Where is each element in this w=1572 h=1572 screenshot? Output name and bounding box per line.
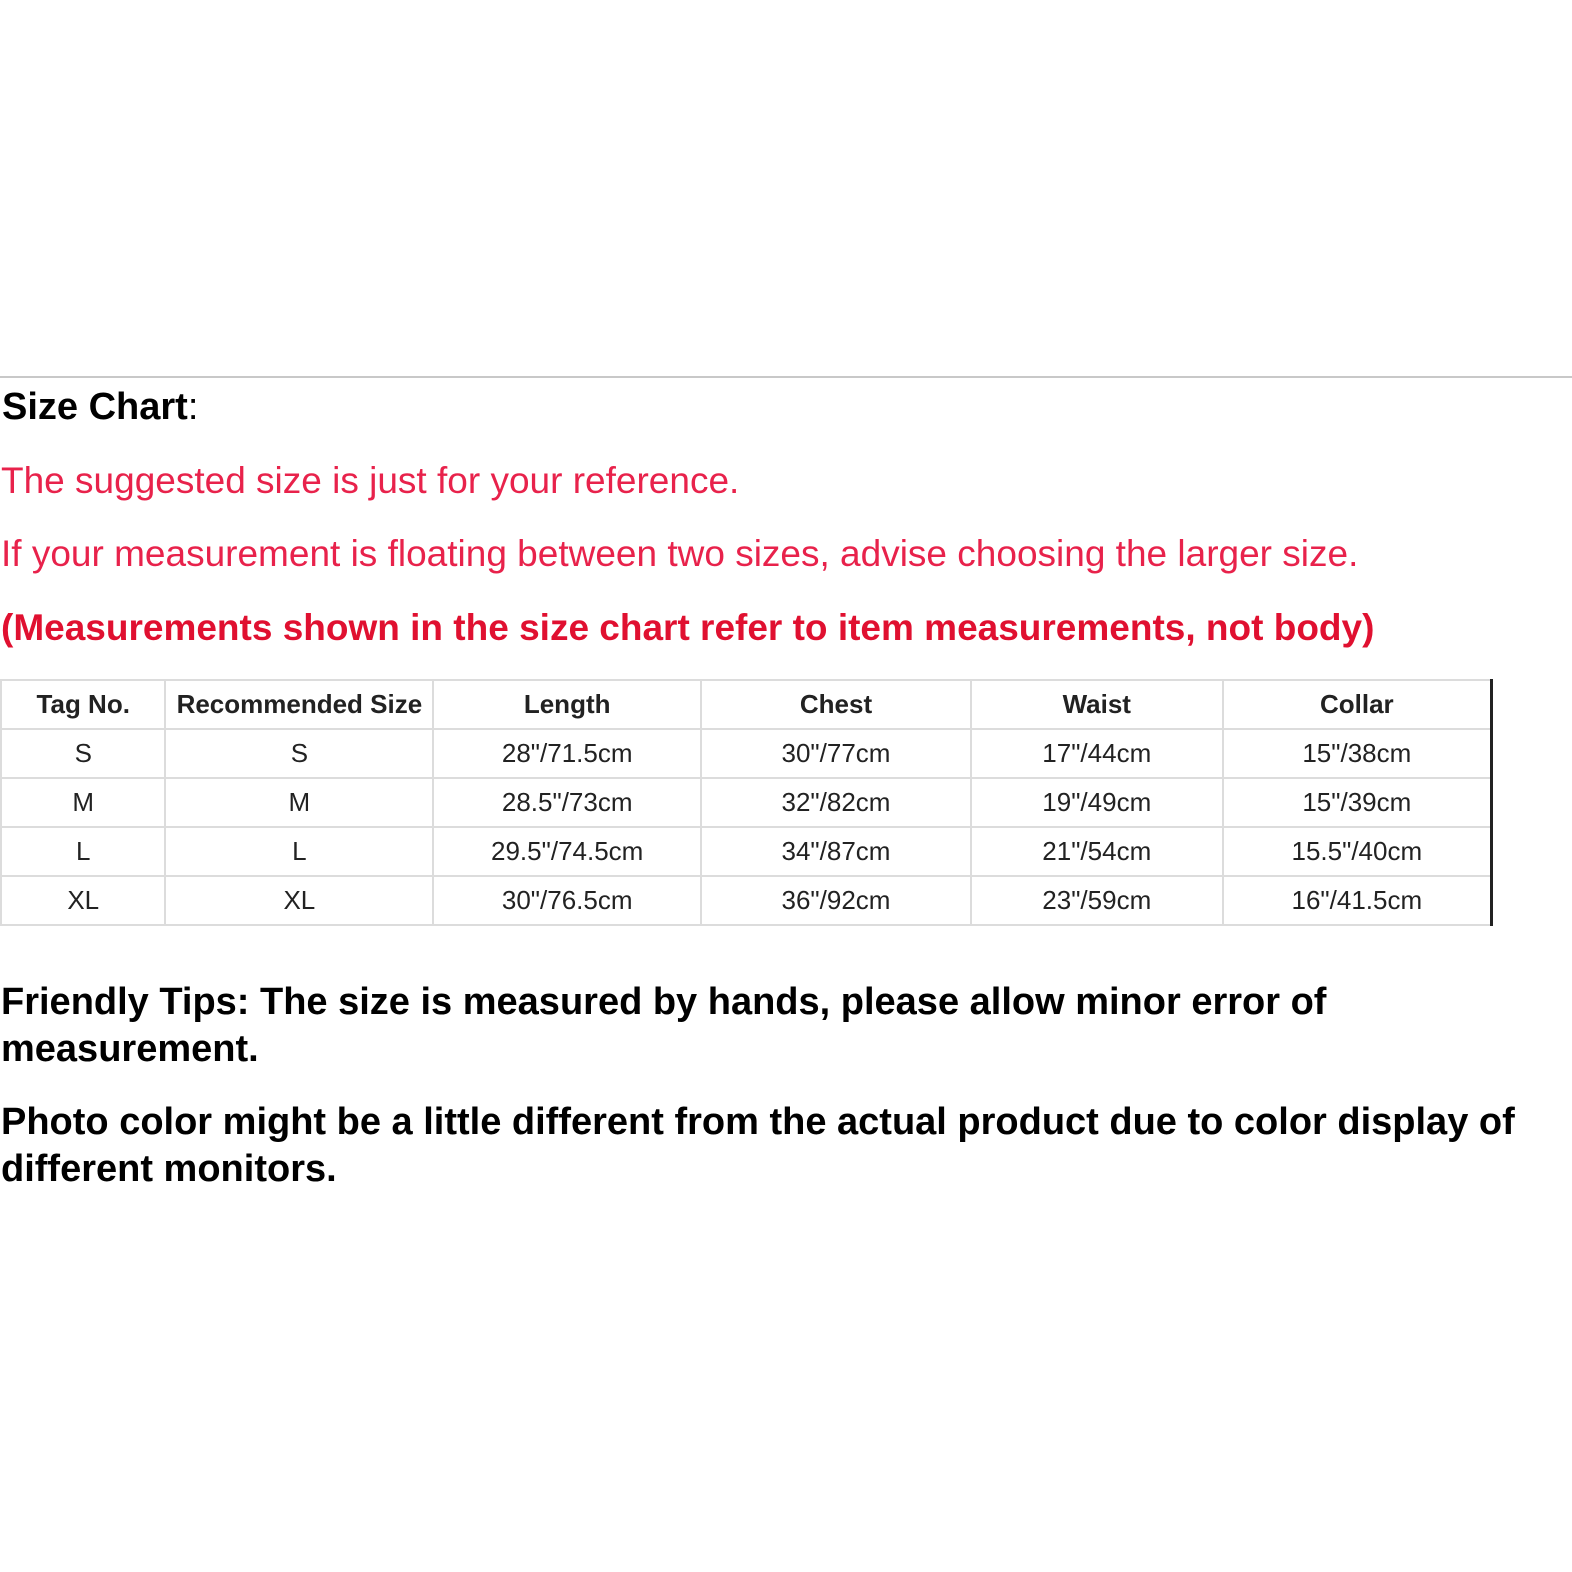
cell-chest: 30"/77cm <box>701 729 971 778</box>
table-row <box>1 778 1492 827</box>
cell-tag-no: S <box>1 729 165 778</box>
cell-waist: 21"/54cm <box>971 827 1223 876</box>
table-header-row <box>1 680 1492 729</box>
cell-collar: 16"/41.5cm <box>1223 876 1492 925</box>
cell-tag-no: M <box>1 778 165 827</box>
photo-color-note: Photo color might be a little different from the actual product due to color display of different monitors. <box>1 1101 1515 1190</box>
cell-recommended-size: XL <box>165 876 433 925</box>
table-row <box>1 876 1492 925</box>
cell-length: 29.5"/74.5cm <box>433 827 701 876</box>
size-chart-heading <box>2 385 198 429</box>
header-waist: Waist <box>971 680 1223 729</box>
header-recommended-size: Recommended Size <box>165 680 433 729</box>
table-row <box>1 827 1492 876</box>
header-length: Length <box>433 680 701 729</box>
cell-waist: 23"/59cm <box>971 876 1223 925</box>
cell-length: 30"/76.5cm <box>433 876 701 925</box>
cell-collar: 15"/38cm <box>1223 729 1492 778</box>
header-tag-no: Tag No. <box>1 680 165 729</box>
item-measurement-note: (Measurements shown in the size chart refer to item measurements, not body) <box>1 607 1375 648</box>
cell-collar: 15.5"/40cm <box>1223 827 1492 876</box>
top-divider <box>0 376 1572 378</box>
header-collar: Collar <box>1223 680 1492 729</box>
cell-tag-no: XL <box>1 876 165 925</box>
between-sizes-note: If your measurement is floating between two sizes, advise choosing the larger size. <box>1 533 1359 574</box>
cell-tag-no: L <box>1 827 165 876</box>
cell-recommended-size: M <box>165 778 433 827</box>
cell-recommended-size: L <box>165 827 433 876</box>
friendly-tips-note: Friendly Tips: The size is measured by hands, please allow minor error of measurement. <box>1 981 1327 1070</box>
size-table <box>0 679 1493 926</box>
reference-note: The suggested size is just for your reference. <box>1 460 740 501</box>
cell-chest: 34"/87cm <box>701 827 971 876</box>
size-chart-colon: : <box>187 386 199 428</box>
cell-length: 28"/71.5cm <box>433 729 701 778</box>
cell-length: 28.5"/73cm <box>433 778 701 827</box>
cell-waist: 19"/49cm <box>971 778 1223 827</box>
cell-waist: 17"/44cm <box>971 729 1223 778</box>
size-chart-title: Size Chart <box>2 386 188 428</box>
cell-recommended-size: S <box>165 729 433 778</box>
cell-chest: 36"/92cm <box>701 876 971 925</box>
cell-chest: 32"/82cm <box>701 778 971 827</box>
cell-collar: 15"/39cm <box>1223 778 1492 827</box>
header-chest: Chest <box>701 680 971 729</box>
table-row <box>1 729 1492 778</box>
